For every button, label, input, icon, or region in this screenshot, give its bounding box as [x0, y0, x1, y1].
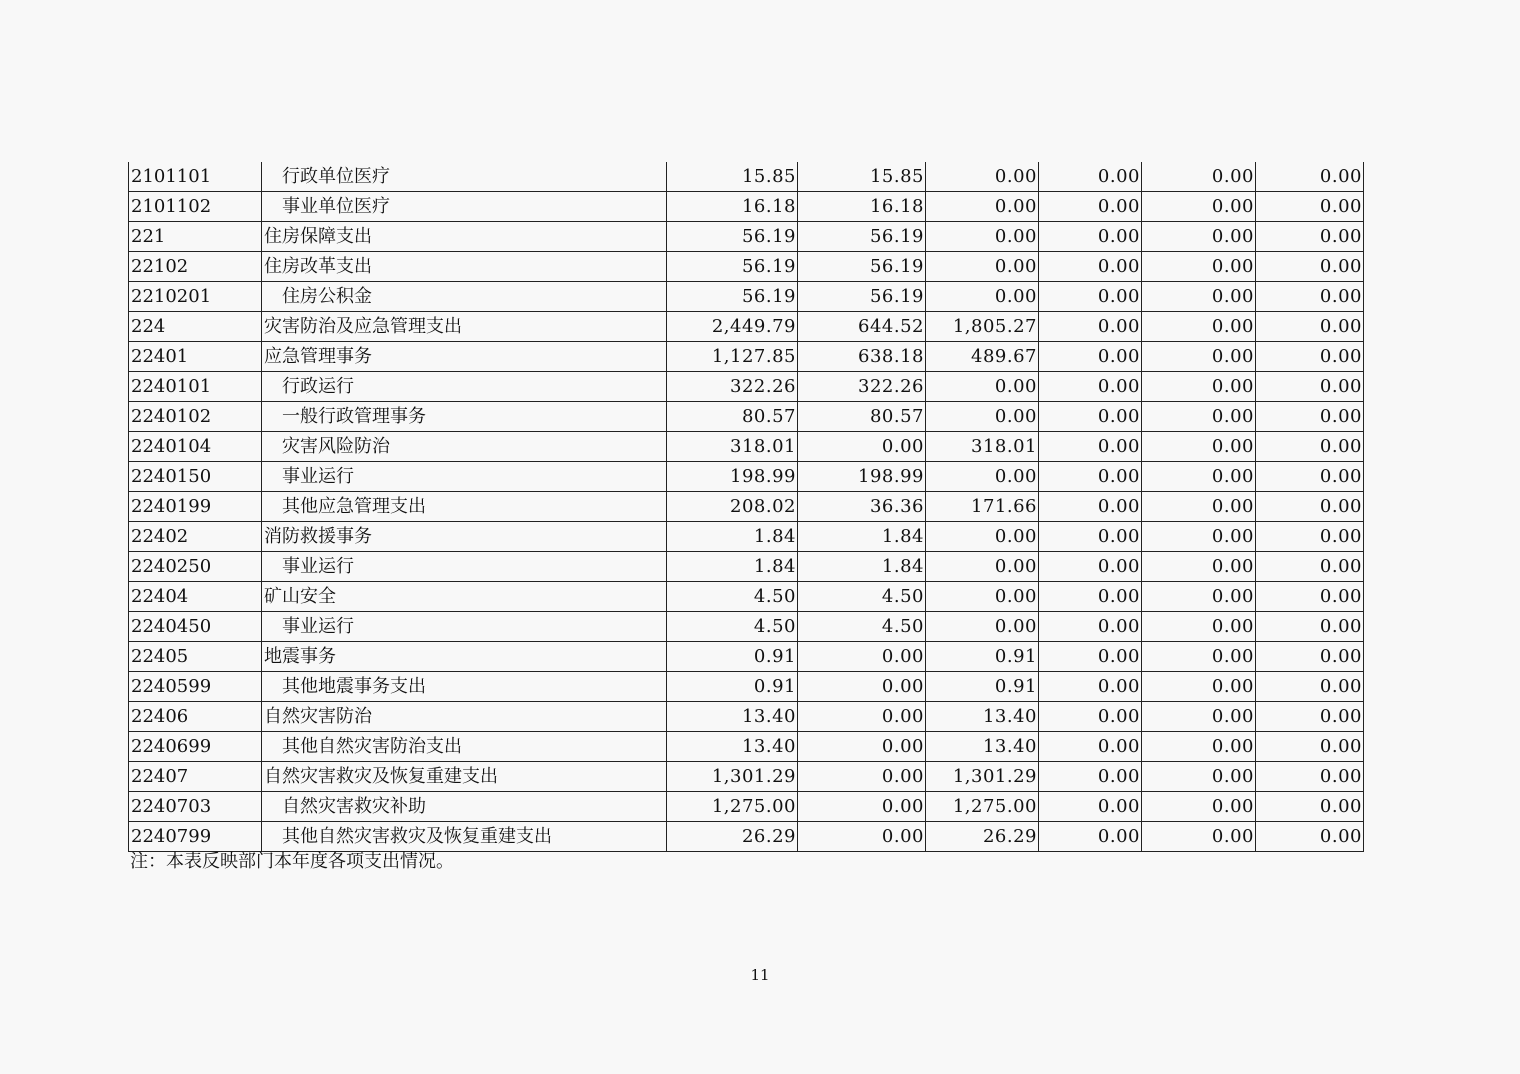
row-amount: 0.00: [1039, 402, 1142, 432]
row-amount: 0.00: [1039, 822, 1142, 852]
row-amount: 0.00: [1256, 492, 1364, 522]
row-amount: 0.00: [798, 432, 926, 462]
row-code: 2210201: [129, 282, 262, 312]
table-row: [129, 792, 1364, 822]
row-item-name: 一般行政管理事务: [262, 402, 667, 432]
row-item-name: 自然灾害救灾及恢复重建支出: [262, 762, 667, 792]
row-amount: 0.00: [1142, 282, 1256, 312]
row-amount: 13.40: [926, 702, 1039, 732]
table-row: [129, 432, 1364, 462]
table-row: [129, 762, 1364, 792]
row-item-name: 应急管理事务: [262, 342, 667, 372]
row-amount: 0.00: [1256, 282, 1364, 312]
row-item-name: 灾害风险防治: [262, 432, 667, 462]
row-code: 2240150: [129, 462, 262, 492]
row-amount: 0.00: [1142, 312, 1256, 342]
row-amount: 0.00: [1142, 792, 1256, 822]
row-code: 2240250: [129, 552, 262, 582]
row-amount: 0.00: [1142, 672, 1256, 702]
row-amount: 36.36: [798, 492, 926, 522]
row-code: 221: [129, 222, 262, 252]
row-amount: 0.00: [926, 372, 1039, 402]
row-amount: 0.00: [926, 282, 1039, 312]
row-amount: 4.50: [798, 582, 926, 612]
table-body: [129, 162, 1364, 852]
row-code: 2101101: [129, 162, 262, 192]
row-item-name: 消防救援事务: [262, 522, 667, 552]
row-amount: 0.00: [926, 462, 1039, 492]
row-amount: 0.00: [1039, 192, 1142, 222]
row-code: 2240599: [129, 672, 262, 702]
row-amount: 0.00: [926, 582, 1039, 612]
row-amount: 0.00: [1039, 522, 1142, 552]
table-row: [129, 312, 1364, 342]
row-amount: 0.00: [926, 612, 1039, 642]
row-amount: 0.00: [1142, 702, 1256, 732]
row-amount: 208.02: [667, 492, 798, 522]
row-code: 2240104: [129, 432, 262, 462]
row-amount: 0.00: [1039, 492, 1142, 522]
row-amount: 2,449.79: [667, 312, 798, 342]
row-code: 224: [129, 312, 262, 342]
row-amount: 0.00: [1039, 372, 1142, 402]
row-amount: 322.26: [667, 372, 798, 402]
row-code: 22402: [129, 522, 262, 552]
row-code: 2240703: [129, 792, 262, 822]
row-amount: 0.00: [1256, 522, 1364, 552]
row-amount: 0.00: [1039, 342, 1142, 372]
table-row: [129, 402, 1364, 432]
row-item-name: 住房保障支出: [262, 222, 667, 252]
row-code: 2240101: [129, 372, 262, 402]
row-amount: 0.00: [1256, 612, 1364, 642]
row-amount: 198.99: [798, 462, 926, 492]
row-code: 22404: [129, 582, 262, 612]
row-amount: 0.00: [1142, 432, 1256, 462]
row-amount: 0.00: [1142, 522, 1256, 552]
row-amount: 0.00: [1256, 312, 1364, 342]
row-amount: 0.91: [926, 642, 1039, 672]
row-amount: 0.00: [926, 192, 1039, 222]
row-amount: 0.00: [1256, 732, 1364, 762]
row-amount: 0.00: [1256, 372, 1364, 402]
expenditure-table: [128, 162, 1364, 852]
row-amount: 1,301.29: [667, 762, 798, 792]
row-amount: 1,275.00: [667, 792, 798, 822]
row-amount: 80.57: [667, 402, 798, 432]
row-amount: 1.84: [667, 552, 798, 582]
row-amount: 0.00: [1142, 372, 1256, 402]
row-amount: 0.00: [1142, 402, 1256, 432]
row-item-name: 行政单位医疗: [262, 162, 667, 192]
table-row: [129, 582, 1364, 612]
row-amount: 4.50: [798, 612, 926, 642]
row-amount: 0.91: [667, 642, 798, 672]
row-item-name: 事业运行: [262, 462, 667, 492]
table-row: [129, 222, 1364, 252]
row-amount: 0.00: [1142, 252, 1256, 282]
row-amount: 0.00: [1039, 732, 1142, 762]
row-amount: 0.00: [1039, 462, 1142, 492]
row-code: 22407: [129, 762, 262, 792]
row-item-name: 住房公积金: [262, 282, 667, 312]
table-note: 注：本表反映部门本年度各项支出情况。: [130, 851, 454, 872]
row-amount: 0.00: [1142, 612, 1256, 642]
row-item-name: 其他自然灾害防治支出: [262, 732, 667, 762]
row-amount: 0.00: [1142, 582, 1256, 612]
table-row: [129, 552, 1364, 582]
row-amount: 0.00: [1039, 222, 1142, 252]
row-item-name: 灾害防治及应急管理支出: [262, 312, 667, 342]
row-amount: 644.52: [798, 312, 926, 342]
row-amount: 0.00: [1256, 252, 1364, 282]
row-amount: 0.00: [1039, 312, 1142, 342]
row-amount: 0.00: [1142, 462, 1256, 492]
row-amount: 0.91: [667, 672, 798, 702]
row-item-name: 矿山安全: [262, 582, 667, 612]
row-amount: 0.00: [798, 732, 926, 762]
table-row: [129, 612, 1364, 642]
row-amount: 13.40: [667, 732, 798, 762]
row-amount: 171.66: [926, 492, 1039, 522]
row-amount: 26.29: [926, 822, 1039, 852]
row-amount: 0.00: [798, 792, 926, 822]
row-amount: 1,301.29: [926, 762, 1039, 792]
page-number: 11: [750, 966, 770, 984]
row-amount: 198.99: [667, 462, 798, 492]
table-row: [129, 192, 1364, 222]
row-amount: 15.85: [667, 162, 798, 192]
table-row: [129, 162, 1364, 192]
row-amount: 0.00: [1142, 222, 1256, 252]
row-amount: 16.18: [798, 192, 926, 222]
row-amount: 0.00: [798, 672, 926, 702]
row-amount: 0.00: [1142, 342, 1256, 372]
row-amount: 0.00: [1256, 552, 1364, 582]
row-amount: 0.00: [1039, 252, 1142, 282]
row-amount: 0.00: [926, 252, 1039, 282]
row-code: 22405: [129, 642, 262, 672]
table-row: [129, 522, 1364, 552]
table-row: [129, 342, 1364, 372]
row-item-name: 事业运行: [262, 552, 667, 582]
row-item-name: 地震事务: [262, 642, 667, 672]
row-amount: 0.00: [1142, 192, 1256, 222]
row-amount: 1,275.00: [926, 792, 1039, 822]
row-code: 2101102: [129, 192, 262, 222]
row-amount: 0.00: [1256, 162, 1364, 192]
table-row: [129, 702, 1364, 732]
row-amount: 56.19: [667, 282, 798, 312]
row-amount: 56.19: [798, 252, 926, 282]
row-amount: 0.00: [1256, 702, 1364, 732]
row-item-name: 其他自然灾害救灾及恢复重建支出: [262, 822, 667, 852]
row-amount: 0.00: [1039, 552, 1142, 582]
row-amount: 1.84: [798, 522, 926, 552]
row-amount: 0.00: [1039, 672, 1142, 702]
row-item-name: 事业单位医疗: [262, 192, 667, 222]
row-amount: 0.00: [798, 762, 926, 792]
row-amount: 0.00: [1142, 732, 1256, 762]
row-amount: 0.00: [1256, 342, 1364, 372]
row-amount: 0.00: [1142, 492, 1256, 522]
table-row: [129, 252, 1364, 282]
row-amount: 322.26: [798, 372, 926, 402]
table-row: [129, 642, 1364, 672]
row-amount: 16.18: [667, 192, 798, 222]
row-amount: 0.00: [1256, 582, 1364, 612]
row-code: 22102: [129, 252, 262, 282]
row-amount: 0.00: [1142, 162, 1256, 192]
row-amount: 0.00: [1142, 762, 1256, 792]
row-amount: 0.91: [926, 672, 1039, 702]
row-amount: 0.00: [1039, 612, 1142, 642]
row-amount: 0.00: [1039, 792, 1142, 822]
row-amount: 80.57: [798, 402, 926, 432]
row-code: 2240102: [129, 402, 262, 432]
table-row: [129, 492, 1364, 522]
row-amount: 0.00: [1039, 432, 1142, 462]
row-code: 2240450: [129, 612, 262, 642]
row-amount: 0.00: [926, 522, 1039, 552]
row-amount: 0.00: [1256, 792, 1364, 822]
row-amount: 0.00: [926, 162, 1039, 192]
table-row: [129, 672, 1364, 702]
row-amount: 318.01: [667, 432, 798, 462]
row-amount: 0.00: [1256, 462, 1364, 492]
row-amount: 1.84: [798, 552, 926, 582]
table-row: [129, 282, 1364, 312]
table-row: [129, 372, 1364, 402]
row-item-name: 其他应急管理支出: [262, 492, 667, 522]
row-amount: 0.00: [926, 552, 1039, 582]
row-item-name: 自然灾害救灾补助: [262, 792, 667, 822]
row-amount: 0.00: [1256, 222, 1364, 252]
row-amount: 0.00: [1256, 642, 1364, 672]
row-item-name: 行政运行: [262, 372, 667, 402]
row-amount: 0.00: [1039, 282, 1142, 312]
row-code: 22406: [129, 702, 262, 732]
row-code: 2240699: [129, 732, 262, 762]
row-amount: 1,127.85: [667, 342, 798, 372]
table-row: [129, 732, 1364, 762]
row-amount: 56.19: [798, 282, 926, 312]
row-amount: 0.00: [1142, 822, 1256, 852]
row-amount: 26.29: [667, 822, 798, 852]
row-item-name: 其他地震事务支出: [262, 672, 667, 702]
row-amount: 13.40: [667, 702, 798, 732]
row-amount: 56.19: [667, 222, 798, 252]
row-amount: 4.50: [667, 582, 798, 612]
row-amount: 638.18: [798, 342, 926, 372]
row-amount: 0.00: [926, 402, 1039, 432]
row-amount: 0.00: [1256, 822, 1364, 852]
row-item-name: 住房改革支出: [262, 252, 667, 282]
row-amount: 0.00: [798, 702, 926, 732]
row-amount: 0.00: [1256, 402, 1364, 432]
row-amount: 15.85: [798, 162, 926, 192]
row-amount: 0.00: [1142, 552, 1256, 582]
row-amount: 0.00: [1142, 642, 1256, 672]
row-amount: 0.00: [1039, 762, 1142, 792]
row-amount: 0.00: [1256, 432, 1364, 462]
row-code: 2240799: [129, 822, 262, 852]
row-code: 22401: [129, 342, 262, 372]
row-code: 2240199: [129, 492, 262, 522]
row-amount: 0.00: [1256, 192, 1364, 222]
row-amount: 0.00: [1039, 162, 1142, 192]
row-amount: 13.40: [926, 732, 1039, 762]
row-item-name: 自然灾害防治: [262, 702, 667, 732]
row-amount: 489.67: [926, 342, 1039, 372]
row-amount: 4.50: [667, 612, 798, 642]
row-amount: 0.00: [1039, 702, 1142, 732]
row-amount: 318.01: [926, 432, 1039, 462]
row-amount: 0.00: [1256, 762, 1364, 792]
row-amount: 56.19: [798, 222, 926, 252]
row-amount: 0.00: [1039, 582, 1142, 612]
row-amount: 1,805.27: [926, 312, 1039, 342]
table-row: [129, 462, 1364, 492]
row-amount: 1.84: [667, 522, 798, 552]
row-amount: 0.00: [798, 642, 926, 672]
row-amount: 0.00: [798, 822, 926, 852]
row-amount: 56.19: [667, 252, 798, 282]
row-amount: 0.00: [926, 222, 1039, 252]
row-amount: 0.00: [1039, 642, 1142, 672]
row-item-name: 事业运行: [262, 612, 667, 642]
row-amount: 0.00: [1256, 672, 1364, 702]
